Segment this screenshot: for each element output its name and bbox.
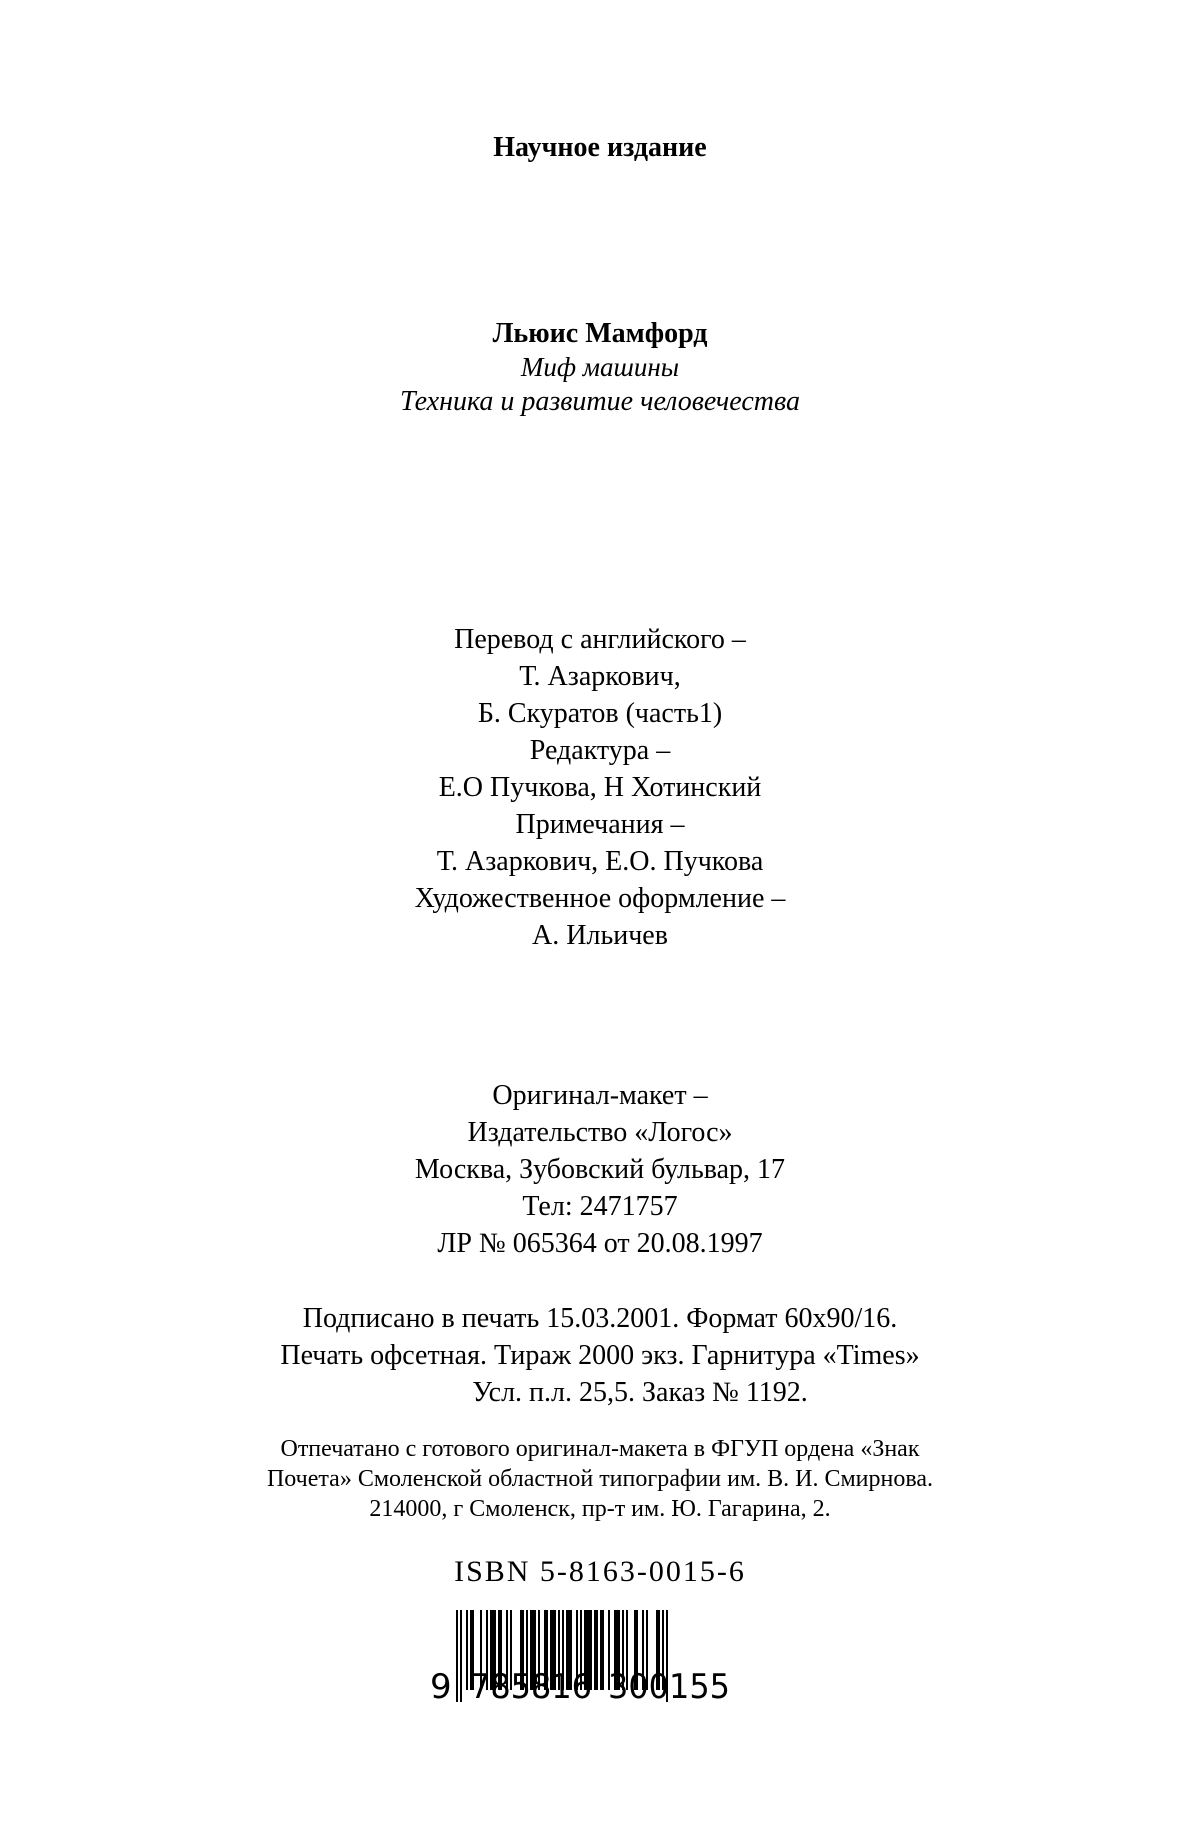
isbn-number: ISBN 5-8163-0015-6 xyxy=(454,1555,746,1588)
barcode-bar xyxy=(594,1610,598,1690)
printer-line: Отпечатано с готового оригинал-макета в ФГУП ордена «Знак xyxy=(280,1436,920,1462)
barcode-bar xyxy=(600,1610,604,1690)
book-subtitle: Техника и развитие человечества xyxy=(400,386,800,417)
author-name: Льюис Мамфорд xyxy=(492,318,708,349)
barcode-digit-group-1: 785816 xyxy=(470,1667,592,1707)
printer-line: Почета» Смоленской областной типографии им. В. И. Смирнова. xyxy=(266,1466,934,1492)
print-info-line: Усл. п.л. 25,5. Заказ № 1192. xyxy=(472,1377,808,1408)
barcode-bar xyxy=(456,1610,458,1702)
barcode-bar xyxy=(466,1610,468,1690)
credit-line: Т. Азаркович, Е.О. Пучкова xyxy=(436,846,764,877)
publisher-line: ЛР № 065364 от 20.08.1997 xyxy=(437,1228,763,1259)
credit-line: Т. Азаркович, xyxy=(519,661,681,692)
credit-line: Перевод с английского – xyxy=(454,624,746,655)
credit-line: Е.О Пучкова, Н Хотинский xyxy=(438,772,762,803)
publisher-line: Тел: 2471757 xyxy=(522,1191,678,1222)
barcode-digit-first: 9 xyxy=(430,1667,452,1707)
credit-line: Редактура – xyxy=(529,735,671,766)
publisher-line: Москва, Зубовский бульвар, 17 xyxy=(414,1154,786,1185)
credit-line: Примечания – xyxy=(515,809,685,840)
print-info-line: Подписано в печать 15.03.2001. Формат 60x90/16. xyxy=(302,1303,898,1334)
book-title: Миф машины xyxy=(520,352,680,382)
barcode-digit-group-2: 300155 xyxy=(608,1667,730,1707)
print-info-line: Печать офсетная. Тираж 2000 экз. Гарнитура «Times» xyxy=(280,1340,920,1371)
credit-line: А. Ильичев xyxy=(532,920,668,951)
printer-line: 214000, г Смоленск, пр-т им. Ю. Гагарина, 2. xyxy=(369,1496,831,1522)
credit-line: Б. Скуратов (часть1) xyxy=(477,698,723,729)
publisher-line: Издательство «Логос» xyxy=(467,1117,733,1148)
publisher-line: Оригинал-макет – xyxy=(492,1080,708,1111)
barcode-bar xyxy=(460,1610,462,1702)
credit-line: Художественное оформление – xyxy=(414,883,786,914)
edition-type: Научное издание xyxy=(493,132,707,163)
isbn-barcode xyxy=(430,1608,760,1708)
